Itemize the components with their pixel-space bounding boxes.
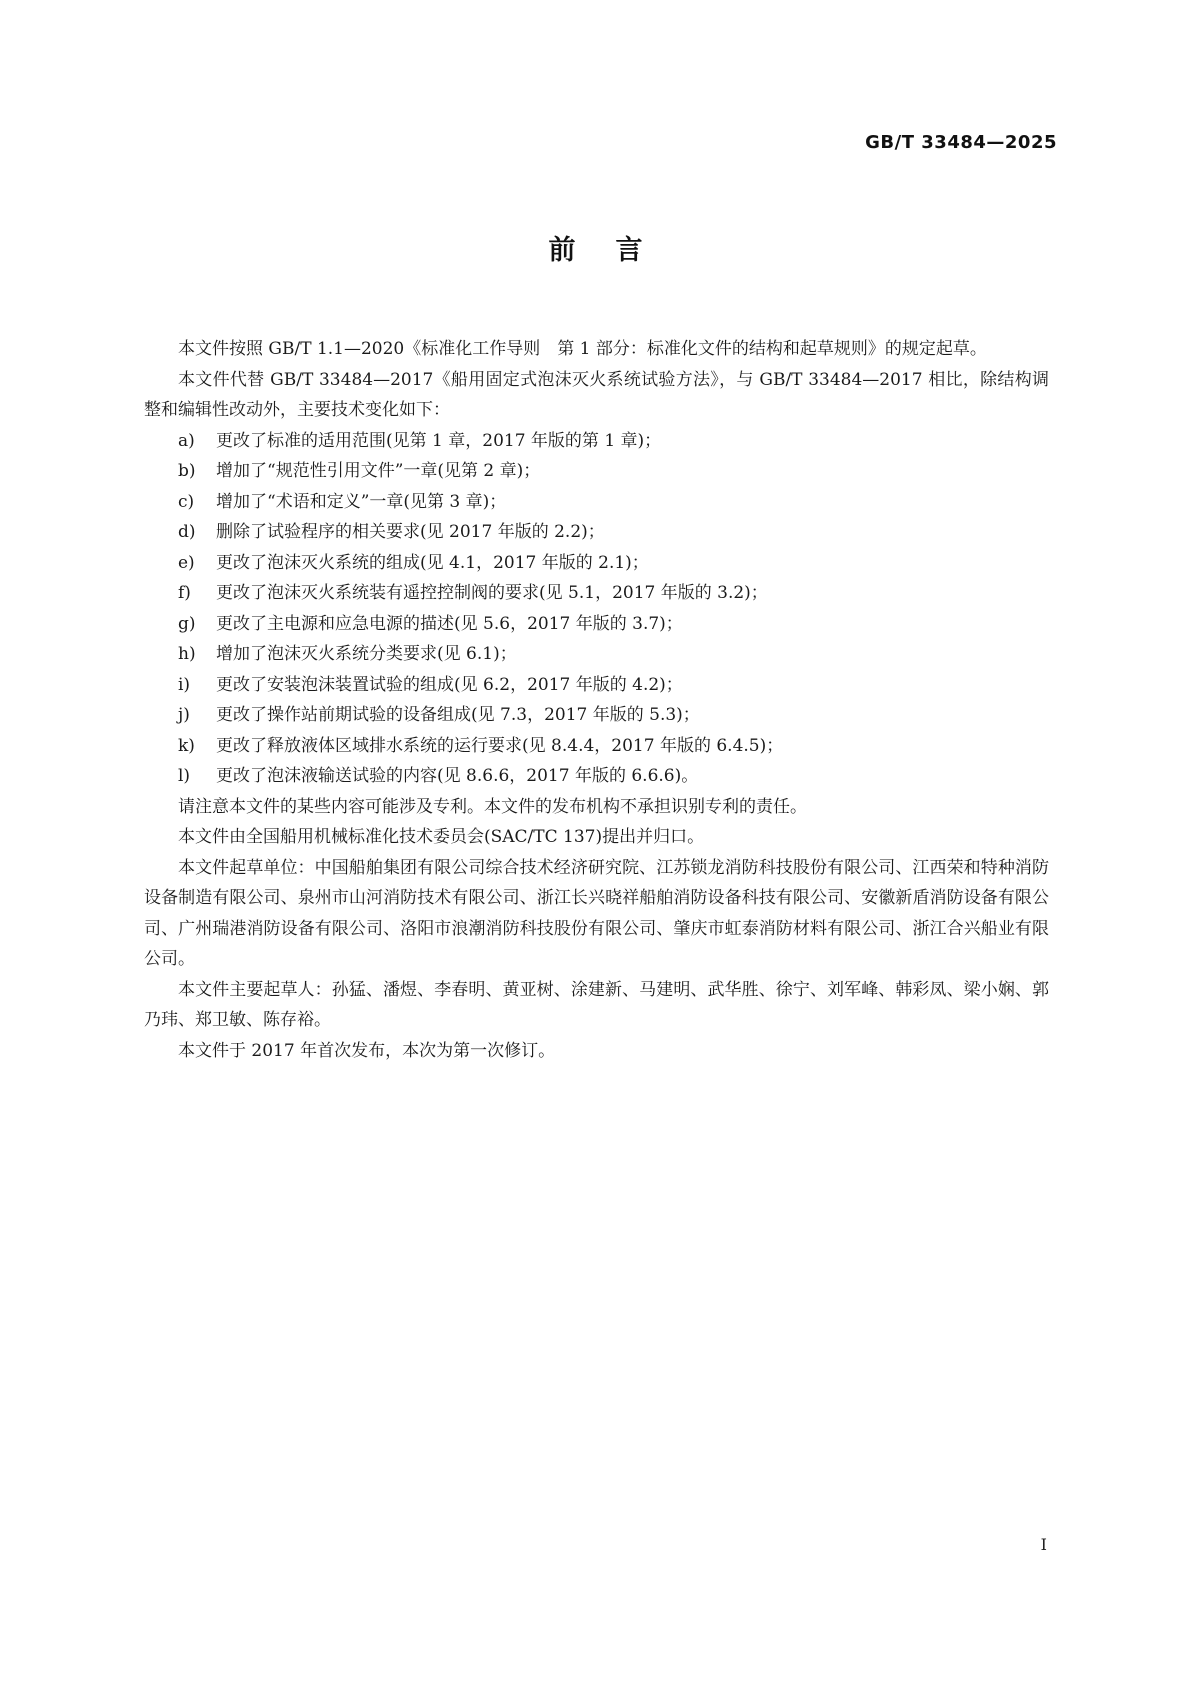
list-item-mark: c): [178, 491, 195, 512]
paragraph-drafting-units: 本文件起草单位：中国船舶集团有限公司综合技术经济研究院、江苏锁龙消防科技股份有限公司、江西荣和特种消防设备制造有限公司、泉州市山河消防技术有限公司、浙江长兴晓祥船舶消防设备科技有限公司、安徽新盾消防设备有限公司、广州瑞港消防设备有限公司、洛阳市浪潮消防科技股份有限公司、肇庆市虹泰消防材料有限公司、浙江合兴船业有限公司。: [144, 857, 1049, 969]
list-item-mark: k): [178, 735, 195, 756]
paragraph-patent-notice: 请注意本文件的某些内容可能涉及专利。本文件的发布机构不承担识别专利的责任。: [178, 796, 807, 817]
list-item: [144, 456, 1049, 487]
page-number: I: [1040, 1535, 1047, 1554]
list-item-mark: h): [178, 644, 196, 664]
list-item-mark: j): [178, 705, 190, 725]
list-item-text: 更改了释放液体区域排水系统的运行要求(见 8.4.4，2017 年版的 6.4.5)；: [216, 735, 784, 756]
list-item-mark: i): [178, 674, 191, 695]
list-item-text: 增加了“规范性引用文件”一章(见第 2 章)；: [216, 461, 541, 481]
paragraph-replacement: 本文件代替 GB/T 33484—2017《船用固定式泡沫灭火系统试验方法》，与 GB/T 33484—2017 相比，除结构调整和编辑性改动外，主要技术变化如下：: [144, 369, 1049, 420]
list-item: [144, 700, 1049, 731]
page-title: 前言: [548, 235, 683, 266]
list-item-mark: g): [178, 613, 196, 634]
list-item: [144, 731, 1049, 762]
list-item-text: 更改了操作站前期试验的设备组成(见 7.3，2017 年版的 5.3)；: [216, 705, 700, 725]
list-item-text: 更改了泡沫灭火系统的组成(见 4.1，2017 年版的 2.1)；: [216, 552, 649, 573]
list-item: [144, 517, 1049, 548]
list-item-mark: l): [178, 766, 191, 786]
list-item-text: 更改了安装泡沫装置试验的组成(见 6.2，2017 年版的 4.2)；: [216, 674, 683, 695]
list-item-mark: b): [178, 461, 196, 481]
list-item: [144, 639, 1049, 670]
list-item: [144, 609, 1049, 640]
list-item: [144, 426, 1049, 457]
list-item-text: 更改了泡沫液输送试验的内容(见 8.6.6，2017 年版的 6.6.6)。: [216, 766, 699, 786]
paragraph-publication-history: 本文件于 2017 年首次发布，本次为第一次修订。: [178, 1040, 556, 1061]
standard-code: GB/T 33484—2025: [865, 132, 1057, 153]
paragraph-drafting-rules: 本文件按照 GB/T 1.1—2020《标准化工作导则 第 1 部分：标准化文件的结构和起草规则》的规定起草。: [178, 339, 987, 359]
paragraph-drafters: 本文件主要起草人：孙猛、潘煜、李春明、黄亚树、涂建新、马建明、武华胜、徐宁、刘军峰、韩彩凤、梁小娴、郭乃玮、郑卫敏、陈存裕。: [144, 979, 1049, 1030]
list-item-mark: a): [178, 430, 195, 451]
list-item: [144, 548, 1049, 579]
list-item-mark: f): [178, 583, 191, 603]
paragraph-proposer: 本文件由全国船用机械标准化技术委员会(SAC/TC 137)提出并归口。: [178, 827, 705, 847]
foreword-body: [144, 334, 1049, 1066]
changes-list: [144, 426, 1049, 792]
list-item-mark: d): [178, 522, 196, 542]
list-item-text: 删除了试验程序的相关要求(见 2017 年版的 2.2)；: [216, 522, 605, 542]
list-item-text: 更改了主电源和应急电源的描述(见 5.6，2017 年版的 3.7)；: [216, 613, 683, 634]
list-item-text: 更改了泡沫灭火系统装有遥控控制阀的要求(见 5.1，2017 年版的 3.2)；: [216, 583, 768, 603]
list-item-text: 增加了“术语和定义”一章(见第 3 章)；: [216, 491, 507, 512]
list-item-text: 更改了标准的适用范围(见第 1 章，2017 年版的第 1 章)；: [216, 430, 662, 451]
list-item-mark: e): [178, 552, 195, 573]
list-item-text: 增加了泡沫灭火系统分类要求(见 6.1)；: [216, 644, 517, 664]
list-item: [144, 487, 1049, 518]
list-item: [144, 578, 1049, 609]
list-item: [144, 670, 1049, 701]
list-item: [144, 761, 1049, 792]
